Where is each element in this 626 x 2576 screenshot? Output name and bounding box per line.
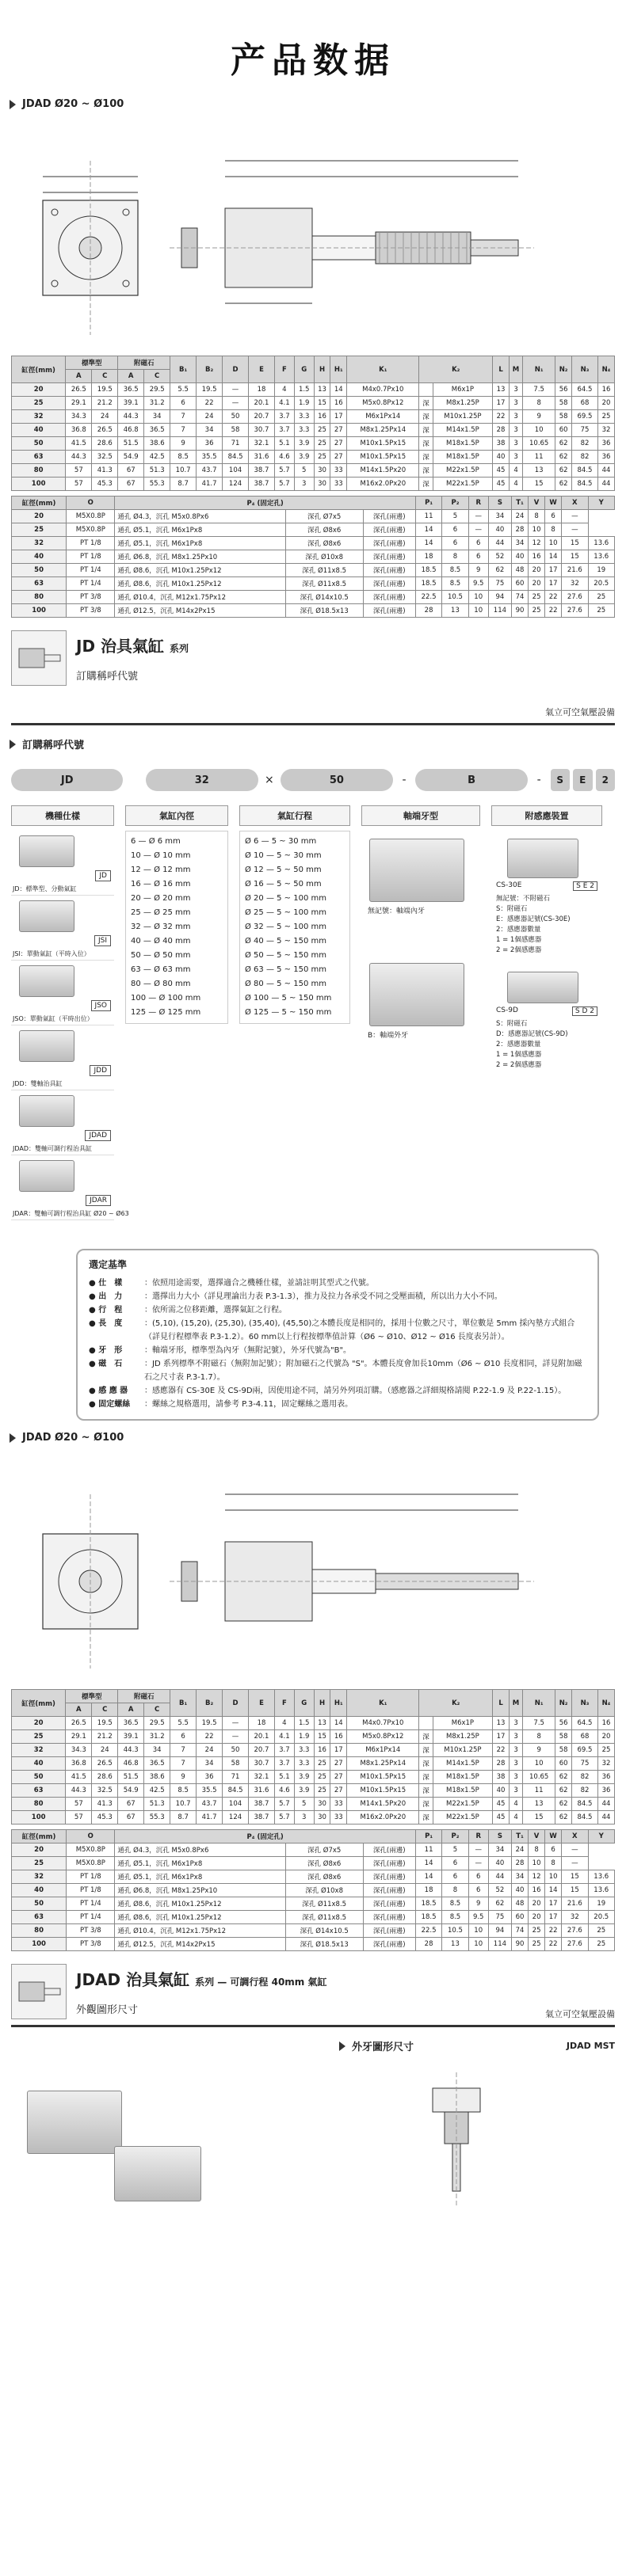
dimension-drawing-1 bbox=[11, 113, 615, 351]
code-separator: - bbox=[402, 774, 407, 786]
rod-end-column bbox=[361, 831, 480, 1242]
magnet-header: 附磁石 bbox=[118, 356, 170, 370]
table-row: 32 34.3 24 44.3 34 7 24 50 20.7 3.7 3.3 16 17 M6x1Px14 深 M10x1.25P 22 3 9 58 69.5 25 bbox=[12, 1744, 615, 1757]
product-thumbnail-2 bbox=[11, 1964, 67, 2019]
outline-area bbox=[330, 2035, 615, 2241]
bore-item: 12 — Ø 12 mm bbox=[131, 866, 191, 874]
spec-table-2: 缸徑(mm) 標準型 附磁石 B₁ B₂ D E F G H H₁ K₁ K₂ L M N₁ N₂ N₃ N₄ A C A C 20 26.5 19.5 36.5 29.5 5.5 19.5 — 18 4 1.5 13 14 M4x0.7Px10 M6x1P 13 3 7.5 56 64.5 16 25 29.1 21.2 39.1 31.2 6 22 — 20.1 4.1 1.9 15 16 M5x0.8Px12 深 M8x1.25P 17 3 8 58 68 20 32 34.3 24 44.3 34 7 24 50 20.7 3.7 3.3 16 17 M6x1Px14 深 M10x1.25P 22 3 9 58 69.5 25 40 36.8 26.5 46.8 36.5 7 34 58 30.7 3.7 3.3 25 27 M8x1.25Px14 深 M14x1.5P 28 3 10 60 75 32 50 41.5 28.6 51.5 38.6 9 36 71 32.1 5.1 3.9 25 27 M10x1.5Px15 深 M18x1.5P 38 3 10.65 62 82 36 63 44.3 32.5 54.9 42.5 8.5 35.5 84.5 31.6 4.6 3.9 25 27 M10x1.5Px15 深 M18x1.5P 40 3 11 62 82 36 80 57 41.3 67 51.3 10.7 43.7 104 38.7 5.7 5 30 33 M14x1.5Px20 深 M22x1.5P 45 4 13 62 84.5 44 100 57 45.3 67 55.3 8.7 41.7 124 38.7 5.7 3 30 33 M16x2.0Px20 深 M22x1.5P 45 4 15 62 84.5 44 bbox=[11, 1689, 615, 1825]
stroke-item: Ø 10 — 5 ~ 30 mm bbox=[245, 851, 322, 860]
band-subtitle-2: 外觀圖形尺寸 bbox=[76, 2004, 139, 2016]
criteria-key: ● 行 程 bbox=[89, 1306, 123, 1315]
criteria-key: ● 感 應 器 bbox=[89, 1387, 128, 1395]
table-row: 50 PT 1/4 通孔 Ø8.6，沉孔 M10x1.25Px12 深孔 Ø11x8.5 深孔(兩邊) 18.5 8.5 9 62 48 20 17 21.6 19 bbox=[12, 564, 615, 577]
criteria-title: 選定基準 bbox=[89, 1259, 128, 1270]
cylinder-icon bbox=[15, 1976, 63, 2007]
model-item bbox=[11, 1025, 114, 1090]
criteria-row bbox=[89, 1398, 586, 1411]
criteria-row bbox=[89, 1303, 586, 1317]
criteria-value: ：感應器有 CS-30E 及 CS-9D兩，因使用途不同，請另外列項訂購。（感應器之詳細規格請閱 P.22-1.9 及 P.22-1.15）。 bbox=[144, 1387, 567, 1395]
cylinder-photo-2 bbox=[114, 2146, 201, 2201]
bore-item: 6 — Ø 6 mm bbox=[131, 837, 181, 846]
bore-item: 32 — Ø 32 mm bbox=[131, 923, 191, 931]
table-row: 32 PT 1/8 通孔 Ø5.1，沉孔 M6x1Px8 深孔 Ø8x6 深孔(兩邊) 14 6 6 44 34 12 10 15 13.6 bbox=[12, 537, 615, 550]
model-image bbox=[19, 900, 74, 932]
table-row: 25 29.1 21.2 39.1 31.2 6 22 — 20.1 4.1 1.9 15 16 M5x0.8Px12 深 M8x1.25P 17 3 8 58 68 20 bbox=[12, 1730, 615, 1744]
criteria-key: ● 長 度 bbox=[89, 1319, 123, 1328]
sensor-item: 1 = 1個感應器 bbox=[496, 936, 542, 944]
spec-table: 缸徑(mm) 標準型 附磁石 B₁ B₂ D E F G H H₁ K₁ K₂ L M N₁ N₂ N₃ N₄ A C A C 20 26.5 19.5 36.5 29.5 5.5 19.5 — 18 4 1.5 13 14 M4x0.7Px10 M6x1P 13 3 7.5 56 64.5 16 25 29.1 21.2 39.1 31.2 6 22 — 20.1 4.1 1.9 15 16 M5x0.8Px12 深 M8x1.25P 17 3 8 58 68 20 32 34.3 24 44.3 34 7 24 50 20.7 3.7 3.3 16 17 M6x1Px14 深 M10x1.25P 22 3 9 58 69.5 25 40 36.8 26.5 46.8 36.5 7 34 58 30.7 3.7 3.3 25 27 M8x1.25Px14 深 M14x1.5P 28 3 10 60 75 32 50 41.5 28.6 51.5 38.6 9 36 71 32.1 5.1 3.9 25 27 M10x1.5Px15 深 M18x1.5P 38 3 10.65 62 82 36 63 44.3 32.5 54.9 42.5 8.5 35.5 84.5 31.6 4.6 3.9 25 27 M10x1.5Px15 深 M18x1.5P 40 3 11 62 82 36 80 57 41.3 67 51.3 10.7 43.7 104 38.7 5.7 5 30 33 M14x1.5Px20 深 M22x1.5P 45 4 13 62 84.5 44 100 57 45.3 67 55.3 8.7 41.7 124 38.7 5.7 3 30 33 M16x2.0Px20 深 M22x1.5P 45 4 15 62 84.5 44 bbox=[11, 356, 615, 491]
bore-header: 缸徑(mm) bbox=[12, 356, 66, 383]
stroke-item: Ø 32 — 5 ~ 100 mm bbox=[245, 923, 326, 931]
criteria-value: ：軸端牙形，標準型為內牙（無附記號），外牙代號為"B"。 bbox=[144, 1346, 352, 1355]
section-header-1 bbox=[0, 95, 626, 113]
model-desc: JDAD：雙軸可調行程治具缸 bbox=[13, 1145, 93, 1152]
criteria-value: ：JD 系列標準不附磁石（無附加記號）；附加磁石之代號為 "S"。本體長度會加長10mm（Ø6 ~ Ø10 長度相同，詳見附加磁石之尺寸表 P.3-1.7）。 bbox=[144, 1360, 582, 1382]
table-row: 40 36.8 26.5 46.8 36.5 7 34 58 30.7 3.7 3.3 25 27 M8x1.25Px14 深 M14x1.5P 28 3 10 60 75 32 bbox=[12, 424, 615, 437]
criteria-row bbox=[89, 1317, 586, 1344]
table-row: 50 41.5 28.6 51.5 38.6 9 36 71 32.1 5.1 3.9 25 27 M10x1.5Px15 深 M18x1.5P 38 3 10.65 62 82 36 bbox=[12, 1771, 615, 1784]
bore-item: 25 — Ø 25 mm bbox=[131, 908, 191, 917]
criteria-row bbox=[89, 1277, 586, 1290]
sensor-item: E：感應器記號(CS-30E) bbox=[496, 915, 571, 923]
page-title: 产品数据 bbox=[231, 40, 395, 81]
sensor-column bbox=[491, 831, 602, 1242]
sensor-cs9d-image bbox=[507, 972, 578, 1003]
stroke-item: Ø 12 — 5 ~ 50 mm bbox=[245, 866, 322, 874]
table-row: 20 M5X0.8P 通孔 Ø4.3，沉孔 M5x0.8Px6 深孔 Ø7x5 深孔(兩邊) 11 5 — 34 24 8 6 — bbox=[12, 1844, 615, 1857]
product-band-1 bbox=[11, 630, 615, 725]
standard-header: 標準型 bbox=[66, 356, 118, 370]
table-row: 100 PT 3/8 通孔 Ø12.5，沉孔 M14x2Px15 深孔 Ø18.5x13 深孔(兩邊) 28 13 10 114 90 25 22 27.6 25 bbox=[12, 604, 615, 618]
stroke-item: Ø 63 — 5 ~ 150 mm bbox=[245, 965, 326, 974]
product-band-2 bbox=[11, 1964, 615, 2027]
criteria-key: ● 磁 石 bbox=[89, 1360, 123, 1368]
triangle-icon bbox=[10, 1433, 16, 1443]
sensor-item: S：附磁石 bbox=[496, 905, 528, 913]
rod-end-image bbox=[369, 839, 464, 902]
criteria-row bbox=[89, 1357, 586, 1384]
table-row: 50 41.5 28.6 51.5 38.6 9 36 71 32.1 5.1 3.9 25 27 M10x1.5Px15 深 M18x1.5P 38 3 10.65 62 82 36 bbox=[12, 437, 615, 451]
spec-table-body-2 bbox=[12, 1717, 615, 1825]
table-row: 20 M5X0.8P 通孔 Ø4.3，沉孔 M5x0.8Px6 深孔 Ø7x5 深孔(兩邊) 11 5 — 34 24 8 6 — bbox=[12, 510, 615, 523]
model-desc: JDAR：雙軸可調行程治具缸 Ø20 ~ Ø63 bbox=[13, 1210, 129, 1217]
brand-name-2: 氣立可空氣壓設備 bbox=[545, 2009, 615, 2019]
section-title: JDAD Ø20 ~ Ø100 bbox=[22, 98, 124, 110]
stroke-item: Ø 100 — 5 ~ 150 mm bbox=[245, 994, 332, 1003]
stroke-item: Ø 16 — 5 ~ 50 mm bbox=[245, 880, 322, 888]
table-row: 40 PT 1/8 通孔 Ø6.8，沉孔 M8x1.25Px10 深孔 Ø10x8 深孔(兩邊) 18 8 6 52 40 16 14 15 13.6 bbox=[12, 550, 615, 564]
model-desc: JD：標準型、分動氣缸 bbox=[13, 885, 77, 892]
brand-name: 氣立可空氣壓設備 bbox=[545, 707, 615, 717]
category-model: 機種仕樣 bbox=[11, 805, 114, 826]
code-model: JD bbox=[11, 769, 123, 791]
criteria-row bbox=[89, 1290, 586, 1303]
model-desc: JDD：雙軸治具缸 bbox=[13, 1080, 63, 1087]
table-row: 25 M5X0.8P 通孔 Ø5.1，沉孔 M6x1Px8 深孔 Ø8x6 深孔(兩邊) 14 6 — 40 28 10 8 — bbox=[12, 1857, 615, 1870]
model-image bbox=[19, 1160, 74, 1192]
table-row: 80 PT 3/8 通孔 Ø10.4，沉孔 M12x1.75Px12 深孔 Ø14x10.5 深孔(兩邊) 22.5 10.5 10 94 74 25 22 27.6 25 bbox=[12, 591, 615, 604]
category-bore: 氣缸內徑 bbox=[125, 805, 228, 826]
table-row: 20 26.5 19.5 36.5 29.5 5.5 19.5 — 18 4 1.5 13 14 M4x0.7Px10 M6x1P 13 3 7.5 56 64.5 16 bbox=[12, 1717, 615, 1730]
criteria-value: ：依照用途需要，選擇適合之機種仕樣，並請註明其型式之代號。 bbox=[144, 1279, 374, 1288]
band-title-2: JDAD 治具氣缸 系列 — 可調行程 40mm 氣缸 bbox=[76, 1970, 327, 1989]
model-column bbox=[11, 831, 129, 1242]
table-row: 32 34.3 24 44.3 34 7 24 50 20.7 3.7 3.3 16 17 M6x1Px14 深 M10x1.25P 22 3 9 58 69.5 25 bbox=[12, 410, 615, 424]
table-row: 80 57 41.3 67 51.3 10.7 43.7 104 38.7 5.7 5 30 33 M14x1.5Px20 深 M22x1.5P 45 4 13 62 84.5 44 bbox=[12, 464, 615, 478]
model-item bbox=[11, 961, 114, 1025]
dimension-drawing-svg-2 bbox=[11, 1447, 615, 1684]
spec-table-body bbox=[12, 383, 615, 491]
criteria-key: ● 出 力 bbox=[89, 1292, 123, 1301]
code-magnet: S bbox=[551, 769, 571, 791]
model-desc: JSI：單動氣缸（平時入位） bbox=[13, 950, 90, 957]
criteria-key: ● 牙 形 bbox=[89, 1346, 123, 1355]
sensor-code-2: CS-9D bbox=[496, 1006, 518, 1014]
bores-list bbox=[125, 831, 228, 1024]
model-item bbox=[11, 1155, 129, 1220]
sensor-item: 2：感應器數量 bbox=[496, 1041, 541, 1048]
stroke-item: Ø 25 — 5 ~ 100 mm bbox=[245, 908, 326, 917]
sensor-code-1: CS-30E bbox=[496, 881, 522, 889]
port-table-body-2 bbox=[12, 1844, 615, 1951]
dimension-drawing-svg bbox=[11, 113, 615, 351]
code-rod-end: B bbox=[415, 769, 527, 791]
sensor-item: 2 = 2個感應器 bbox=[496, 946, 542, 954]
models-list bbox=[11, 831, 129, 1220]
rod-end-b-image bbox=[369, 963, 464, 1026]
bottom-area bbox=[11, 2035, 615, 2241]
model-image bbox=[19, 1095, 74, 1127]
criteria-value: ：依所需之位移距離，選擇氣缸之行程。 bbox=[144, 1306, 287, 1315]
table-row: 32 PT 1/8 通孔 Ø5.1，沉孔 M6x1Px8 深孔 Ø8x6 深孔(兩邊) 14 6 6 44 34 12 10 15 13.6 bbox=[12, 1870, 615, 1884]
criteria-value: ：(5,10), (15,20), (25,30), (35,40), (45,50)之本體長度是相同的，採用十位數之尺寸，單位數是 5mm 採內墊方式組合（詳見行程標準表 P.3-1.2）。60 mm以上行程按標準值計算（Ø6 ~ Ø10、Ø12 ~ Ø16 長度表另計）。 bbox=[144, 1319, 575, 1341]
model-desc: JSO：單動氣缸（平時出位） bbox=[13, 1015, 94, 1022]
model-code: JSO bbox=[91, 1000, 111, 1011]
category-sensor: 附感應裝置 bbox=[491, 805, 602, 826]
model-image bbox=[19, 835, 74, 867]
selection-criteria bbox=[76, 1249, 599, 1421]
triangle-icon bbox=[10, 100, 16, 109]
cylinder-photo-1 bbox=[27, 2091, 122, 2154]
code-bore: 32 bbox=[146, 769, 258, 791]
bore-item: 16 — Ø 16 mm bbox=[131, 880, 191, 888]
bore-item: 50 — Ø 50 mm bbox=[131, 951, 191, 960]
product-photo-area bbox=[11, 2035, 320, 2241]
table-row: 40 36.8 26.5 46.8 36.5 7 34 58 30.7 3.7 3.3 25 27 M8x1.25Px14 深 M14x1.5P 28 3 10 60 75 32 bbox=[12, 1757, 615, 1771]
product-thumbnail bbox=[11, 630, 67, 686]
model-image bbox=[19, 1030, 74, 1062]
sensor-item: S：附磁石 bbox=[496, 1020, 528, 1028]
bore-item: 125 — Ø 125 mm bbox=[131, 1008, 201, 1017]
bore-item: 20 — Ø 20 mm bbox=[131, 894, 191, 903]
table-row: 63 PT 1/4 通孔 Ø8.6，沉孔 M10x1.25Px12 深孔 Ø11x8.5 深孔(兩邊) 18.5 8.5 9.5 75 60 20 17 32 20.5 bbox=[12, 577, 615, 591]
code-separator: × bbox=[265, 774, 274, 786]
table-row: 20 26.5 19.5 36.5 29.5 5.5 19.5 — 18 4 1.5 13 14 M4x0.7Px10 M6x1P 13 3 7.5 56 64.5 16 bbox=[12, 383, 615, 397]
model-code: JSI bbox=[94, 935, 111, 946]
criteria-row bbox=[89, 1344, 586, 1357]
criteria-value: ：選擇出力大小（詳見理論出力表 P.3-1.3），推力及拉力各承受不同之受壓面積，所以出力大小不同。 bbox=[144, 1292, 502, 1301]
port-table-2: 缸徑(mm) O P₄ (固定孔) P₁ P₂ R S T₁ V W X Y 20 M5X0.8P 通孔 Ø4.3，沉孔 M5x0.8Px6 深孔 Ø7x5 深孔(兩邊) 11 5 — 34 24 8 6 — 25 M5X0.8P 通孔 Ø5.1，沉孔 M6x1Px8 深孔 Ø8x6 深孔(兩邊) 14 6 — 40 28 10 8 — 32 PT 1/8 通孔 Ø5.1，沉孔 M6x1Px8 深孔 Ø8x6 深孔(兩邊) 14 6 6 44 34 12 10 15 13.6 40 PT 1/8 通孔 Ø6.8，沉孔 M8x1.25Px10 深孔 Ø10x8 深孔(兩邊) 18 8 6 52 40 16 14 15 13.6 50 PT 1/4 通孔 Ø8.6，沉孔 M10x1.25Px12 深孔 Ø11x8.5 深孔(兩邊) 18.5 8.5 9 62 48 20 17 21.6 19 63 PT 1/4 通孔 Ø8.6，沉孔 M10x1.25Px12 深孔 Ø11x8.5 深孔(兩邊) 18.5 8.5 9.5 75 60 20 17 32 20.5 80 PT 3/8 通孔 Ø10.4，沉孔 M12x1.75Px12 深孔 Ø14x10.5 深孔(兩邊) 22.5 10.5 10 94 74 25 22 27.6 25 100 PT 3/8 通孔 Ø12.5，沉孔 M14x2Px15 深孔 Ø18.5x13 深孔(兩邊) 28 13 10 114 90 25 22 27.6 25 bbox=[11, 1829, 615, 1951]
sensor-item: 1 = 1個感應器 bbox=[496, 1051, 542, 1059]
criteria-rows bbox=[89, 1277, 586, 1411]
triangle-icon bbox=[10, 740, 16, 749]
dimension-drawing-2 bbox=[11, 1447, 615, 1684]
sensor-code-2-box: S D 2 bbox=[572, 1006, 597, 1016]
category-rod-end: 軸端牙型 bbox=[361, 805, 480, 826]
bore-item: 63 — Ø 63 mm bbox=[131, 965, 191, 974]
model-item bbox=[11, 1090, 114, 1155]
bore-item: 10 — Ø 10 mm bbox=[131, 851, 191, 860]
category-stroke: 氣缸行程 bbox=[239, 805, 350, 826]
category-row bbox=[11, 805, 615, 826]
code-sensor: E bbox=[573, 769, 593, 791]
table-row: 100 57 45.3 67 55.3 8.7 41.7 124 38.7 5.7 3 30 33 M16x2.0Px20 深 M22x1.5P 45 4 15 62 84.5 44 bbox=[12, 1811, 615, 1825]
model-image bbox=[19, 965, 74, 997]
code-separator: - bbox=[536, 774, 541, 786]
band-title: JD 治具氣缸 系列 bbox=[76, 637, 189, 656]
stroke-item: Ø 40 — 5 ~ 150 mm bbox=[245, 937, 326, 946]
cylinder-icon bbox=[15, 642, 63, 674]
criteria-key: ● 仕 樣 bbox=[89, 1279, 123, 1288]
rod-end-b: B：軸端外牙 bbox=[368, 1032, 409, 1040]
code-stroke: 50 bbox=[281, 769, 392, 791]
outline-drawing bbox=[330, 2057, 583, 2215]
model-code: JD bbox=[95, 870, 111, 881]
rod-end-none: 無記號：軸端內牙 bbox=[368, 907, 426, 915]
model-item bbox=[11, 831, 114, 896]
section-header-2: JDAD Ø20 ~ Ø100 bbox=[0, 1429, 626, 1447]
table-row: 80 57 41.3 67 51.3 10.7 43.7 104 38.7 5.7 5 30 33 M14x1.5Px20 深 M22x1.5P 45 4 13 62 84.5 44 bbox=[12, 1798, 615, 1811]
stroke-item: Ø 20 — 5 ~ 100 mm bbox=[245, 894, 326, 903]
stroke-column bbox=[239, 831, 350, 1242]
table-row: 25 M5X0.8P 通孔 Ø5.1，沉孔 M6x1Px8 深孔 Ø8x6 深孔(兩邊) 14 6 — 40 28 10 8 — bbox=[12, 523, 615, 537]
table-row: 100 PT 3/8 通孔 Ø12.5，沉孔 M14x2Px15 深孔 Ø18.5x13 深孔(兩邊) 28 13 10 114 90 25 22 27.6 25 bbox=[12, 1938, 615, 1951]
port-table-body bbox=[12, 510, 615, 618]
bore-item: 80 — Ø 80 mm bbox=[131, 980, 191, 988]
triangle-icon bbox=[339, 2041, 345, 2051]
criteria-key: ● 固定螺絲 bbox=[89, 1400, 131, 1409]
model-code: JDD bbox=[90, 1065, 111, 1076]
bore-column bbox=[125, 831, 228, 1242]
sensor-item: 2 = 2個感應器 bbox=[496, 1061, 542, 1069]
model-item bbox=[11, 896, 114, 961]
criteria-value: ：螺絲之規格選用，請參考 P.3-4.11，固定螺絲之選用表。 bbox=[144, 1400, 353, 1409]
sensor-items-1 bbox=[496, 894, 597, 956]
outline-header: 外牙圖形尺寸 bbox=[330, 2035, 422, 2057]
product-info bbox=[11, 630, 189, 686]
sensor-item: 無記號：不附磁石 bbox=[496, 895, 551, 903]
table-row: 63 44.3 32.5 54.9 42.5 8.5 35.5 84.5 31.6 4.6 3.9 25 27 M10x1.5Px15 深 M18x1.5P 40 3 11 62 82 36 bbox=[12, 451, 615, 464]
stroke-item: Ø 125 — 5 ~ 150 mm bbox=[245, 1008, 332, 1017]
band-subtitle: 訂購稱呼代號 bbox=[76, 671, 139, 683]
code-sensor-qty: 2 bbox=[596, 769, 616, 791]
sensor-cs30e-image bbox=[507, 839, 578, 878]
outline-model: JDAD MST bbox=[566, 2041, 615, 2051]
sensor-code-1-box: S E 2 bbox=[573, 881, 597, 891]
bore-item: 100 — Ø 100 mm bbox=[131, 994, 201, 1003]
table-row: 40 PT 1/8 通孔 Ø6.8，沉孔 M8x1.25Px10 深孔 Ø10x8 深孔(兩邊) 18 8 6 52 40 16 14 15 13.6 bbox=[12, 1884, 615, 1897]
stroke-item: Ø 50 — 5 ~ 150 mm bbox=[245, 951, 326, 960]
table-row: 63 44.3 32.5 54.9 42.5 8.5 35.5 84.5 31.6 4.6 3.9 25 27 M10x1.5Px15 深 M18x1.5P 40 3 11 62 82 36 bbox=[12, 1784, 615, 1798]
stroke-item: Ø 6 — 5 ~ 30 mm bbox=[245, 837, 317, 846]
table-row: 25 29.1 21.2 39.1 31.2 6 22 — 20.1 4.1 1.9 15 16 M5x0.8Px12 深 M8x1.25P 17 3 8 58 68 20 bbox=[12, 397, 615, 410]
order-code-row bbox=[11, 766, 615, 794]
stroke-item: Ø 80 — 5 ~ 150 mm bbox=[245, 980, 326, 988]
order-columns bbox=[11, 831, 615, 1242]
sensor-item: 2：感應器數量 bbox=[496, 926, 541, 934]
table-row: 63 PT 1/4 通孔 Ø8.6，沉孔 M10x1.25Px12 深孔 Ø11x8.5 深孔(兩邊) 18.5 8.5 9.5 75 60 20 17 32 20.5 bbox=[12, 1911, 615, 1924]
bore-item: 40 — Ø 40 mm bbox=[131, 937, 191, 946]
table-row: 100 57 45.3 67 55.3 8.7 41.7 124 38.7 5.7 3 30 33 M16x2.0Px20 深 M22x1.5P 45 4 15 62 84.5 44 bbox=[12, 478, 615, 491]
strokes-list bbox=[239, 831, 350, 1024]
port-table: 缸徑(mm) O P₄ (固定孔) P₁ P₂ R S T₁ V W X Y 20 M5X0.8P 通孔 Ø4.3，沉孔 M5x0.8Px6 深孔 Ø7x5 深孔(兩邊) 11 5 — 34 24 8 6 — 25 M5X0.8P 通孔 Ø5.1，沉孔 M6x1Px8 深孔 Ø8x6 深孔(兩邊) 14 6 — 40 28 10 8 — 32 PT 1/8 通孔 Ø5.1，沉孔 M6x1Px8 深孔 Ø8x6 深孔(兩邊) 14 6 6 44 34 12 10 15 13.6 40 PT 1/8 通孔 Ø6.8，沉孔 M8x1.25Px10 深孔 Ø10x8 深孔(兩邊) 18 8 6 52 40 16 14 15 13.6 50 PT 1/4 通孔 Ø8.6，沉孔 M10x1.25Px12 深孔 Ø11x8.5 深孔(兩邊) 18.5 8.5 9 62 48 20 17 21.6 19 63 PT 1/4 通孔 Ø8.6，沉孔 M10x1.25Px12 深孔 Ø11x8.5 深孔(兩邊) 18.5 8.5 9.5 75 60 20 17 32 20.5 80 PT 3/8 通孔 Ø10.4，沉孔 M12x1.75Px12 深孔 Ø14x10.5 深孔(兩邊) 22.5 10.5 10 94 74 25 22 27.6 25 100 PT 3/8 通孔 Ø12.5，沉孔 M14x2Px15 深孔 Ø18.5x13 深孔(兩邊) 28 13 10 114 90 25 22 27.6 25 bbox=[11, 496, 615, 618]
model-code: JDAR bbox=[86, 1195, 111, 1206]
table-row: 50 PT 1/4 通孔 Ø8.6，沉孔 M10x1.25Px12 深孔 Ø11x8.5 深孔(兩邊) 18.5 8.5 9 62 48 20 17 21.6 19 bbox=[12, 1897, 615, 1911]
model-code: JDAD bbox=[85, 1130, 111, 1141]
criteria-row bbox=[89, 1384, 586, 1398]
sensor-item: D：感應器記號(CS-9D) bbox=[496, 1030, 568, 1038]
sensor-items-2 bbox=[496, 1019, 597, 1071]
order-section-header: 訂購稱呼代號 bbox=[0, 733, 626, 755]
table-row: 80 PT 3/8 通孔 Ø10.4，沉孔 M12x1.75Px12 深孔 Ø14x10.5 深孔(兩邊) 22.5 10.5 10 94 74 25 22 27.6 25 bbox=[12, 1924, 615, 1938]
